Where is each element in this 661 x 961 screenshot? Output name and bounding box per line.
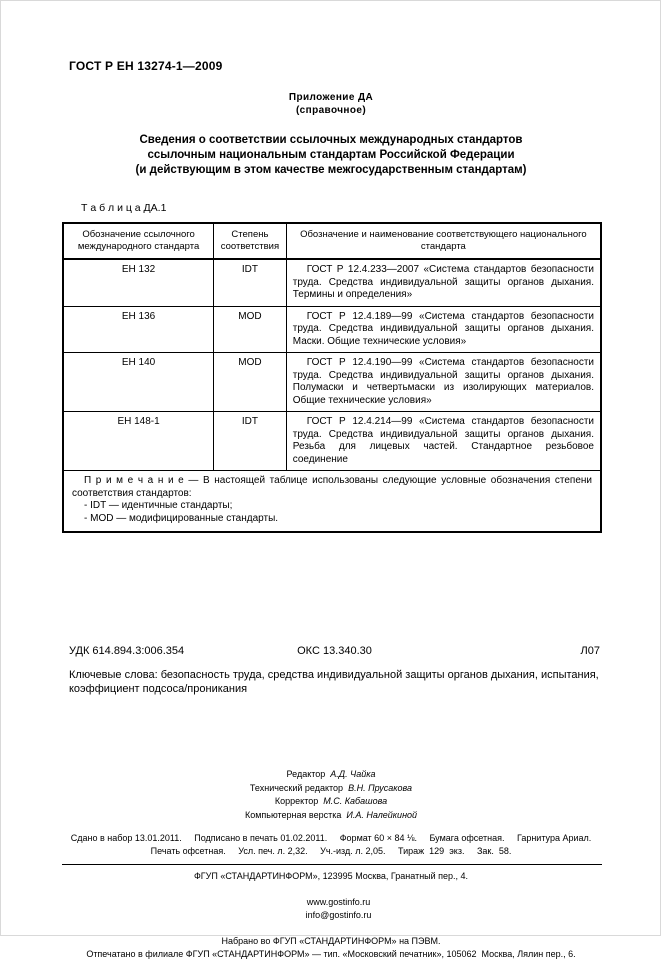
cell-degree: IDT	[214, 412, 287, 471]
publisher-block	[62, 870, 600, 961]
publisher-contacts	[62, 883, 600, 935]
title-line-3: (и действующим в этом качестве межгосударственным стандартам)	[135, 164, 527, 176]
description-text: ГОСТ Р 12.4.214—99 «Система стандартов безопасности труда. Средства индивидуальной защиты органов дыхания. Резьба для лицевых частей. Стандартное резьбовое соединение	[292, 416, 594, 465]
table-row	[63, 306, 601, 353]
appendix-title: Приложение ДА	[288, 92, 374, 103]
credit-layout	[62, 809, 600, 823]
column-header-degree: Степень соответствия	[214, 223, 287, 259]
cell-description	[286, 306, 601, 353]
description-text: ГОСТ Р 12.4.189—99 «Система стандартов безопасности труда. Средства индивидуальной защиты органов дыхания. Маски. Общие технические условия»	[292, 310, 594, 347]
table-header-row	[63, 223, 601, 259]
imprint-line-2: Печать офсетная. Усл. печ. л. 2,32. Уч.-изд. л. 2,05. Тираж 129 экз. Зак. 58.	[150, 846, 512, 856]
cell-standard: ЕН 132	[63, 259, 214, 306]
group-code: Л07	[580, 645, 600, 657]
udk-code: УДК 614.894.3:006.354	[69, 645, 185, 657]
title-line-2: ссылочным национальным стандартам Российской Федерации	[147, 149, 515, 161]
note-text: П р и м е ч а н и е — В настоящей таблице использованы следующие условные обозначения степени соответствия стандартов:	[72, 475, 592, 499]
cell-description	[286, 259, 601, 306]
publisher-printed-line: Отпечатано в филиале ФГУП «СТАНДАРТИНФОРМ» — тип. «Московский печатник», 105062 Москва, Лялин пер., 6.	[86, 949, 576, 959]
credit-label: Корректор	[274, 796, 319, 806]
cell-standard: ЕН 136	[63, 306, 214, 353]
appendix-subtitle: (справочное)	[295, 105, 367, 116]
note-item-mod: - MOD — модифицированные стандарты.	[84, 512, 279, 524]
credit-name: В.Н. Прусакова	[348, 782, 413, 793]
column-header-national-standard: Обозначение и наименование соответствующего национального стандарта	[286, 223, 601, 259]
title-line-1: Сведения о соответствии ссылочных международных стандартов	[139, 134, 523, 146]
publisher-address: ФГУП «СТАНДАРТИНФОРМ», 123995 Москва, Гранатный пер., 4.	[193, 871, 469, 881]
credit-name: И.А. Налейкиной	[346, 809, 418, 820]
publisher-typeset-line: Набрано во ФГУП «СТАНДАРТИНФОРМ» на ПЭВМ.	[221, 936, 441, 946]
table-row	[63, 259, 601, 306]
appendix-heading	[62, 91, 600, 117]
column-header-international-standard: Обозначение ссылочного международного стандарта	[63, 223, 214, 259]
credit-name: М.С. Кабашова	[323, 796, 388, 806]
classification-codes-row	[69, 645, 600, 657]
section-title	[62, 133, 600, 178]
publisher-email: info@gostinfo.ru	[305, 910, 372, 920]
table-note-row	[63, 471, 601, 533]
cell-degree: IDT	[214, 259, 287, 306]
credit-technical-editor	[62, 782, 600, 796]
credit-name: А.Д. Чайка	[330, 769, 376, 779]
table-row	[63, 353, 601, 412]
description-text: ГОСТ Р 12.4.190—99 «Система стандартов безопасности труда. Средства индивидуальной защиты органов дыхания. Полумаски и четвертьмаски из изолирующих материалов. Общие технические условия»	[292, 357, 594, 406]
cell-description	[286, 412, 601, 471]
doc-code: ГОСТ Р ЕН 13274-1—2009	[69, 59, 223, 73]
description-text: ГОСТ Р 12.4.233—2007 «Система стандартов безопасности труда. Средства индивидуальной защиты органов дыхания. Термины и определения»	[292, 264, 594, 300]
credit-label: Редактор	[286, 769, 326, 779]
imprint-line-1: Сдано в набор 13.01.2011. Подписано в печать 01.02.2011. Формат 60 × 84 ⅛. Бумага офсетная. Гарнитура Ариал.	[70, 833, 592, 843]
note-item-idt: - IDT — идентичные стандарты;	[84, 500, 233, 511]
cell-standard: ЕН 140	[63, 353, 214, 412]
cell-description	[286, 353, 601, 412]
credit-editor	[62, 768, 600, 782]
standards-table	[62, 222, 602, 533]
credit-label: Компьютерная верстка	[244, 809, 342, 820]
cell-standard: ЕН 148-1	[63, 412, 214, 471]
credits-block	[62, 768, 600, 822]
publisher-website: www.gostinfo.ru	[306, 897, 371, 907]
cell-degree: MOD	[214, 306, 287, 353]
table-caption: Т а б л и ц а ДА.1	[81, 202, 167, 214]
table-note-cell	[63, 471, 601, 533]
table-row	[63, 412, 601, 471]
credit-label: Технический редактор	[249, 782, 344, 793]
oks-code: ОКС 13.340.30	[297, 645, 372, 657]
credit-corrector	[62, 795, 600, 809]
imprint-block	[62, 832, 600, 858]
imprint-divider	[62, 864, 602, 865]
keywords-paragraph: Ключевые слова: безопасность труда, средства индивидуальной защиты органов дыхания, испытания, коэффициент подсоса/проникания	[69, 669, 599, 695]
cell-degree: MOD	[214, 353, 287, 412]
